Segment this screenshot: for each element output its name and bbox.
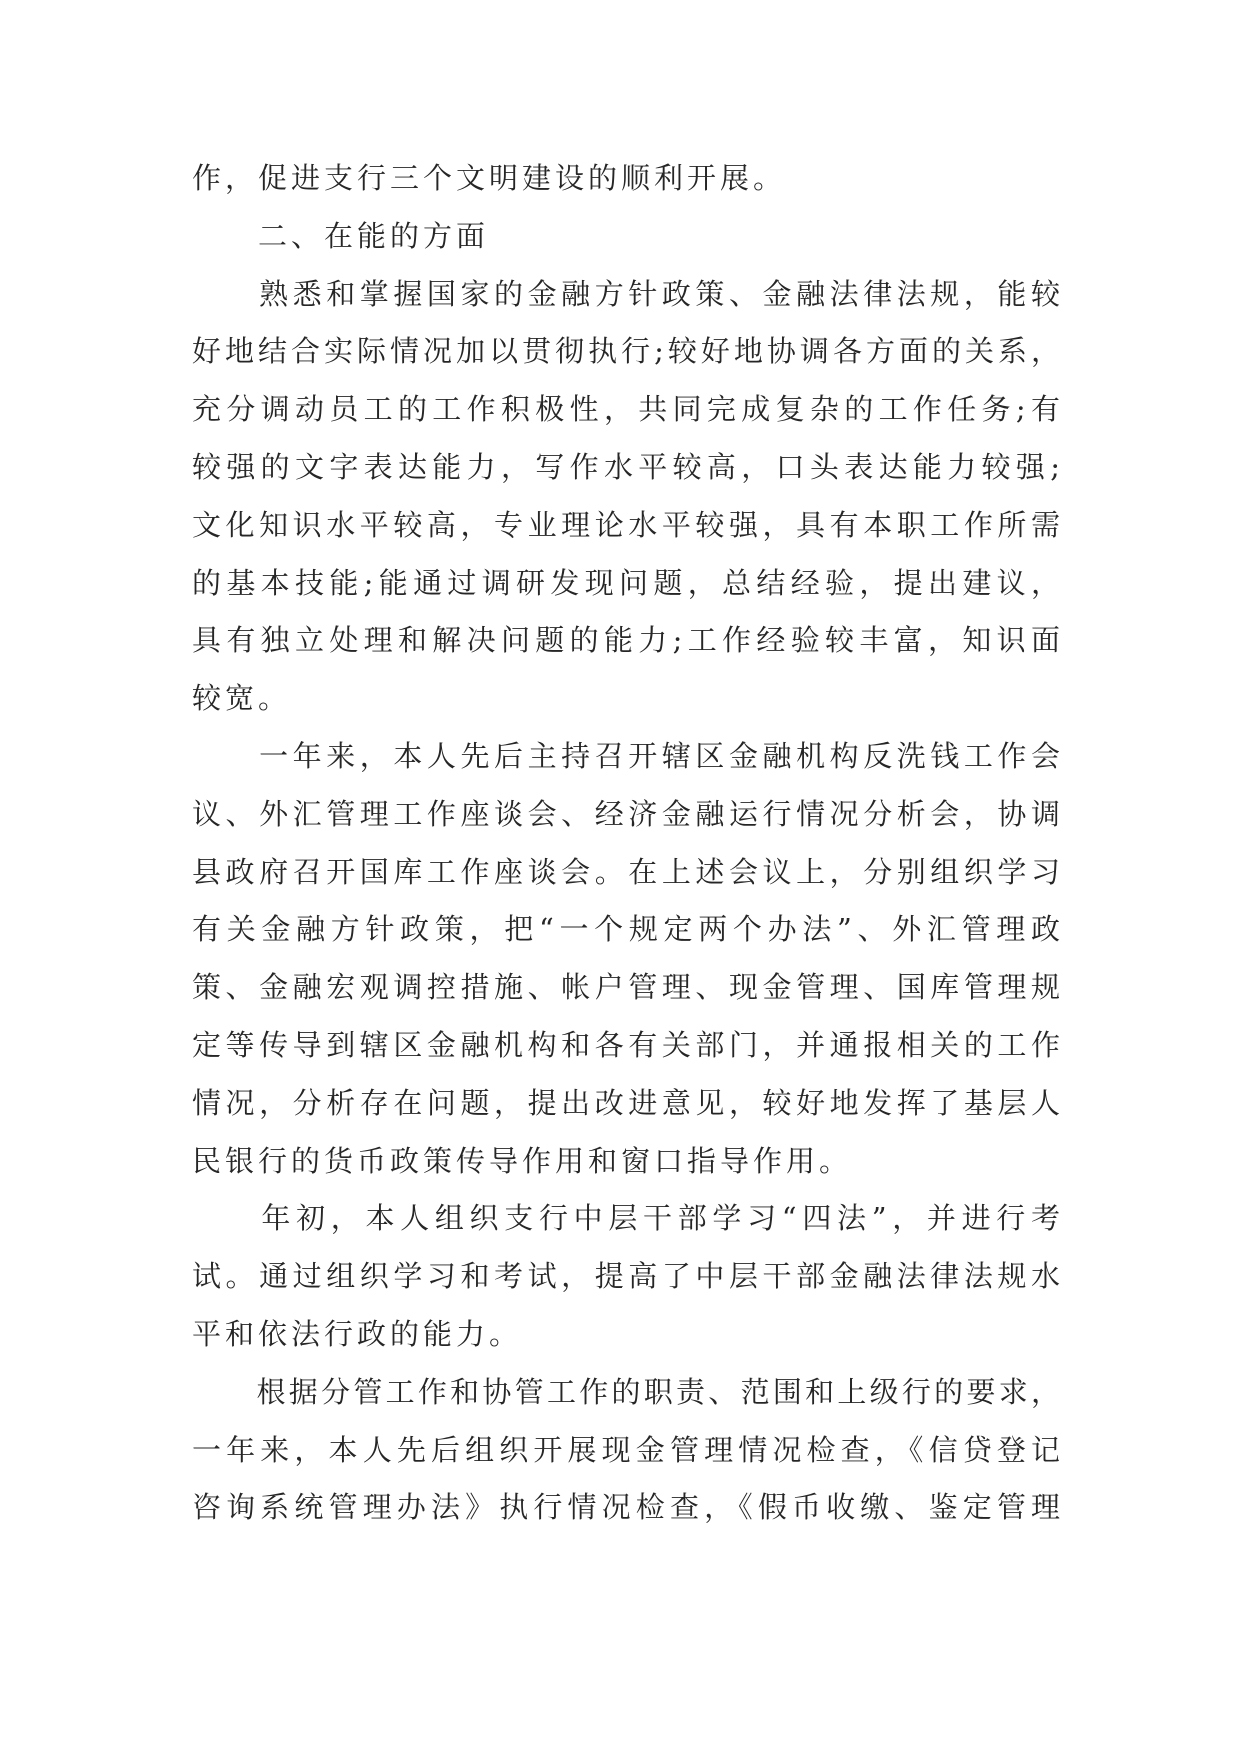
- text-line: 熟悉和掌握国家的金融方针政策、金融法律法规，能较: [192, 276, 1060, 311]
- text-line: 好地结合实际情况加以贯彻执行;较好地协调各方面的关系，: [192, 334, 1060, 369]
- text-line: 充分调动员工的工作积极性，共同完成复杂的工作任务;有: [192, 392, 1060, 427]
- text-line: 咨询系统管理办法》执行情况检查，《假币收缴、鉴定管理: [192, 1490, 1060, 1525]
- text-line: 民银行的货币政策传导作用和窗口指导作用。: [192, 1143, 853, 1178]
- text-line: 平和依法行政的能力。: [192, 1316, 523, 1351]
- text-line: 试。通过组织学习和考试，提高了中层干部金融法律法规水: [192, 1259, 1060, 1294]
- text-line: 的基本技能;能通过调研发现问题，总结经验，提出建议，: [192, 565, 1060, 600]
- text-line: 根据分管工作和协管工作的职责、范围和上级行的要求，: [192, 1374, 1060, 1409]
- document-body: [192, 150, 1060, 1537]
- text-line: 具有独立处理和解决问题的能力;工作经验较丰富，知识面: [192, 623, 1060, 658]
- text-line: 文化知识水平较高，专业理论水平较强，具有本职工作所需: [192, 507, 1060, 542]
- text-line: 策、金融宏观调控措施、帐户管理、现金管理、国库管理规: [192, 970, 1060, 1005]
- text-line: 较强的文字表达能力，写作水平较高，口头表达能力较强;: [192, 449, 1060, 484]
- text-line: 一年来，本人先后主持召开辖区金融机构反洗钱工作会: [192, 738, 1060, 773]
- section-heading: 二、在能的方面: [192, 218, 490, 253]
- text-line: 有关金融方针政策，把“一个规定两个办法”、外汇管理政: [192, 912, 1060, 947]
- text-line: 定等传导到辖区金融机构和各有关部门，并通报相关的工作: [192, 1027, 1060, 1062]
- text-line: 较宽。: [192, 681, 292, 716]
- text-line: 年初，本人组织支行中层干部学习“四法”，并进行考: [192, 1201, 1060, 1236]
- text-line: 一年来，本人先后组织开展现金管理情况检查，《信贷登记: [192, 1432, 1060, 1467]
- text-line: 议、外汇管理工作座谈会、经济金融运行情况分析会，协调: [192, 796, 1060, 831]
- text-line: 县政府召开国库工作座谈会。在上述会议上，分别组织学习: [192, 854, 1060, 889]
- text-line: 情况，分析存在问题，提出改进意见，较好地发挥了基层人: [192, 1085, 1060, 1120]
- text-line: 作，促进支行三个文明建设的顺利开展。: [192, 161, 787, 195]
